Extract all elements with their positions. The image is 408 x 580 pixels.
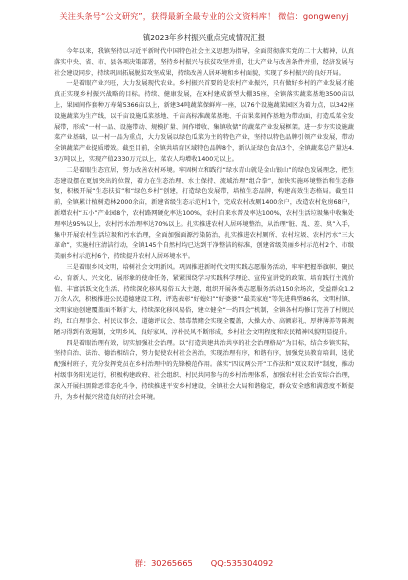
paragraph-governance: 四是着眼治理有效，切实加强社会治理。以“打造共建共治共享的社会治理格局”为目标，结合乡镇实际，坚持自治、法治、德治相结合，努力促使农村社会善治，实现治理有序，和谐有序，加强党员教育培训，选优配强村班子，充分发挥党员在乡村治理中的先锋模范作用。落实“四议两公开”工作法和“双议双评”制度，推动村级事务阳光运行，积极构建政府、社会组织、村民共同参与的乡村治理体系，加强农村社会治安综合治理，深入开展扫黑除恶常态化斗争，持续推进平安乡村建设，全镇社会大局和谐稳定，群众安全感和满意度不断提升，为乡村振兴营造良好的社会环境。 — [54, 339, 354, 401]
paragraph-ecology: 二是着眼生态宜居，努力改善农村环境。牢固树立和践行“绿水青山就是金山银山”的绿色发展理念，把生态建设摆在更加突出的位置，着力在生态治理、水土保持、流域治理“组合拳”，加快实施环境整治和生态修复，积极开展“生态扶贫”和“绿色乡村”创建，打造绿色发展带，培植生态品牌，构建高效生态格局。截至目前，全镇累计植树造林2000余亩，新建省级生态示范村1个，完成农村改厕1400余户，改造农村危房68户，新增农村“五小”产业园8个，农村路网硬化率达100%，农村自来水普及率达100%，农村生活垃圾集中收集处理率达95%以上，农村污水治理率达70%以上。扎实推进农村人居环境整治，从治理“脏、乱、差、臭”入手，集中开展农村生活垃圾和污水治理，全面加强面源污染防治，扎实推进农村厕所、农村垃圾、农村污水“三大革命”，实施村庄清洁行动，全镇145个自然村均已达到干净整洁的标准，创建省级美丽乡村示范村2个、市级美丽乡村示范村6个，持续提升农村人居环境水平。 — [54, 166, 354, 261]
paragraph-industry: 一是着眼产业兴旺，大力发展现代农业。乡村振兴首要的是农村产业振兴，只有做好乡村的产业发展才能真正实现乡村振兴战略的目标。持续、健康发展，在X村建成新型大棚35座，全镇落实蔬菜基地3500亩以上，果园间作套种万寿菊5366亩以上，新建34吨蔬菜保鲜库一座，以76个设施蔬菜园区为着力点，以342座设施蔬菜为生产线，以千亩设施瓜菜基地、千亩高标准蔬菜基地、千亩果菜间作基地为带动面，打造瓜菜全发展带，形成“一村一品、设施带动、规模扩量、间作增收、集镇收储”的蔬菜产业发展框架。进一步夯实设施蔬菜产业基础，以一村一品为重点，大力发展以绿色瓜菜为主的特色产业，坚持以特色品牌引领产业发展，带动全镇蔬菜产业提质增效。截至目前，全镇共培育区域特色品牌8个，新认证绿色食品3个，全镇蔬菜总产量达4.3万吨以上，实现产值2330万元以上，菜农人均增收1400元以上。 — [54, 80, 354, 163]
paragraph-civilization: 三是着眼乡风文明，培树社会文明新风。巩固推进新时代文明实践志愿服务活动，牢牢把握举旗帜、聚民心、育新人、兴文化、展形象的使命任务，紧紧围绕学习实践科学理论、宣传宣讲党的政策、培育践行主流价值、丰富活跃文化生活、持续深化移风易俗五大主题，组织开展各类志愿服务活动150余场次，受益群众1.2万余人次，积极推进公民道德建设工程，评选表彰“好媳妇”“好婆婆”“最美家庭”等先进典型86名，文明村镇、文明家庭创建覆盖面不断扩大，持续深化移风易俗，建立健全“一约四会”机制，全镇各村均修订完善了村规民约，红白理事会、村民议事会、道德评议会、禁毒禁赌会实现全覆盖，大操大办、高额彩礼、厚葬薄养等陈规陋习得到有效遏制，文明乡风、良好家风、淳朴民风不断形成，乡村社会文明程度和农民精神风貌明显提升。 — [54, 263, 354, 336]
wechat-group-text: 群：30265665 — [134, 558, 193, 568]
paragraph-intro: 今年以来，我镇坚持以习近平新时代中国特色社会主义思想为指导，全面贯彻落实党的二十大精神，认真落实中央、省、市、县各项决策部署，坚持乡村振兴与扶贫攻坚并重，壮大产业与改善条件并重，经济发展与社会建设同步，持续巩固拓展脱贫攻坚成果，持续改善人居环境和乡村面貌，实现了乡村振兴的良好开局。 — [54, 48, 354, 77]
contact-footer — [44, 552, 364, 574]
promo-banner: 关注头条号“公文研究”，获得最新全最专业的公文资料库！ 微信：gongwenyj — [44, 4, 364, 28]
document-body — [54, 32, 354, 403]
qq-contact-text: QQ:535304092 — [210, 558, 274, 568]
document-title: 镇2023年乡村振兴重点完成情况汇报 — [142, 33, 266, 42]
